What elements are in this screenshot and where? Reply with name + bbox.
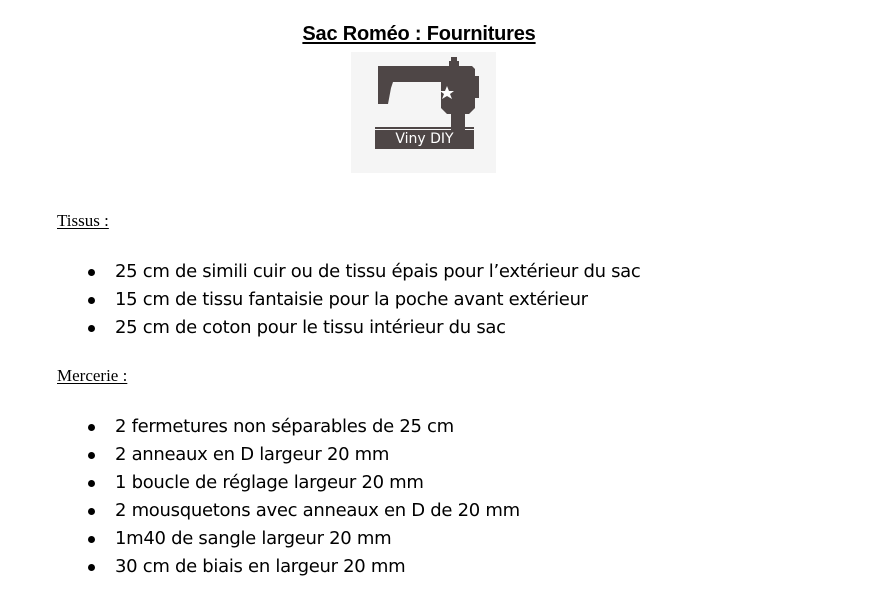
list-item: 1 boucle de réglage largeur 20 mm [0, 469, 520, 497]
bullet-icon [88, 452, 95, 459]
tissus-list [0, 258, 641, 342]
page-title: Sac Roméo : Fournitures [302, 23, 536, 45]
bullet-icon [88, 325, 95, 332]
bullet-icon [88, 297, 95, 304]
sewing-machine-icon [351, 52, 496, 173]
bullet-icon [88, 480, 95, 487]
list-item: 2 fermetures non séparables de 25 cm [0, 413, 520, 441]
mercerie-list [0, 413, 520, 581]
bullet-icon [88, 536, 95, 543]
list-item: 15 cm de tissu fantaisie pour la poche avant extérieur [0, 286, 641, 314]
list-item: 25 cm de simili cuir ou de tissu épais pour l’extérieur du sac [0, 258, 641, 286]
section-heading-tissus: Tissus : [57, 211, 109, 230]
logo-text: Viny DIY [395, 131, 454, 147]
section-heading-mercerie: Mercerie : [57, 366, 128, 385]
list-item: 1m40 de sangle largeur 20 mm [0, 525, 520, 553]
bullet-icon [88, 564, 95, 571]
list-item: 30 cm de biais en largeur 20 mm [0, 553, 520, 581]
logo [351, 52, 496, 173]
list-item: 25 cm de coton pour le tissu intérieur du sac [0, 314, 641, 342]
list-item: 2 anneaux en D largeur 20 mm [0, 441, 520, 469]
bullet-icon [88, 508, 95, 515]
bullet-icon [88, 269, 95, 276]
bullet-icon [88, 424, 95, 431]
list-item: 2 mousquetons avec anneaux en D de 20 mm [0, 497, 520, 525]
